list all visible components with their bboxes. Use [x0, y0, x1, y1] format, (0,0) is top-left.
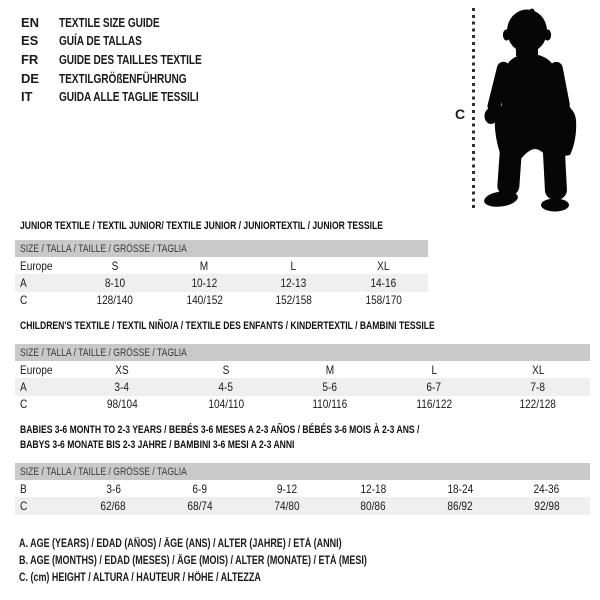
language-row: [21, 69, 242, 88]
size-cell: S: [111, 258, 119, 273]
size-cell: 122/128: [519, 397, 557, 412]
table-row: [15, 361, 590, 378]
children-section-title: CHILDREN'S TEXTILE / TEXTIL NIÑO/A / TEXTILE DES ENFANTS / KINDERTEXTIL / BAMBINI TESSILE: [20, 320, 435, 332]
row-label: B: [20, 481, 27, 496]
row-label: Europe: [20, 258, 53, 273]
language-title: GUIDA ALLE TAGLIE TESSILI: [59, 89, 199, 105]
legend: [19, 535, 465, 587]
table-row: [15, 292, 428, 309]
language-code: ES: [21, 33, 39, 49]
size-cell: XS: [115, 362, 129, 377]
size-cell: 6-7: [426, 380, 442, 395]
language-code: IT: [21, 89, 33, 105]
size-cell: 24-36: [533, 481, 560, 496]
size-cell: 110/116: [312, 397, 348, 412]
size-cell: 6-9: [192, 481, 208, 496]
row-label: C: [20, 397, 28, 412]
table-row: [15, 497, 590, 514]
language-title: GUÍA DE TALLAS: [59, 33, 142, 49]
table-row: [15, 274, 428, 291]
size-cell: 86/92: [447, 499, 473, 514]
language-code: FR: [21, 51, 39, 67]
size-cell: S: [222, 362, 230, 377]
size-cell: 14-16: [370, 276, 397, 291]
size-cell: 3-6: [106, 481, 121, 496]
baby-silhouette-icon: [479, 8, 589, 213]
size-cell: 5-6: [322, 380, 338, 395]
size-cell: 12-18: [360, 481, 387, 496]
size-cell: 98/104: [106, 397, 138, 412]
size-cell: 140/152: [186, 293, 223, 308]
babies-size-table: [15, 463, 590, 515]
legend-row-a: A. AGE (YEARS) / EDAD (AÑOS) / ÂGE (ANS) / ALTER (JAHRE) / ETÀ (ANNI): [19, 537, 342, 550]
language-row: [21, 32, 242, 51]
table-row: [15, 378, 590, 395]
size-cell: 104/110: [208, 397, 244, 412]
size-cell: XL: [531, 362, 545, 377]
table-row: [15, 396, 590, 413]
language-title: TEXTILGRÖßENFÜHRUNG: [59, 70, 187, 86]
row-label: A: [20, 380, 27, 395]
language-row: [21, 87, 242, 106]
size-cell: 152/158: [275, 293, 312, 308]
language-list: [21, 13, 242, 106]
language-title: GUIDE DES TAILLES TEXTILE: [59, 51, 202, 67]
size-cell: L: [290, 258, 297, 273]
junior-size-table: [15, 240, 428, 309]
row-label: Europe: [20, 362, 53, 377]
size-cell: 158/170: [365, 293, 402, 308]
language-row: [21, 50, 242, 69]
size-cell: 8-10: [104, 276, 125, 291]
height-measure-label: C: [454, 106, 466, 122]
size-header-bar: SIZE / TALLA / TAILLE / GRÖSSE / TAGLIA: [15, 463, 590, 480]
language-code: EN: [21, 14, 39, 30]
row-label: C: [20, 499, 28, 514]
size-cell: 62/68: [100, 499, 126, 514]
table-row: [15, 480, 590, 497]
children-size-table: [15, 344, 590, 413]
size-cell: 9-12: [276, 481, 297, 496]
size-cell: 92/98: [534, 499, 560, 514]
language-title: TEXTILE SIZE GUIDE: [59, 14, 160, 30]
language-code: DE: [21, 70, 39, 86]
babies-section-title-line1: BABIES 3-6 MONTH TO 2-3 YEARS / BEBÉS 3-6 MESES A 2-3 AÑOS / BÉBÉS 3-6 MOIS À 2-3 ANS /: [20, 424, 420, 436]
size-cell: 4-5: [218, 380, 234, 395]
size-cell: M: [325, 362, 335, 377]
height-dashed-line: [472, 8, 475, 210]
legend-row-b: B. AGE (MONTHS) / EDAD (MESES) / ÂGE (MOIS) / ALTER (MONATE) / ETÀ (MESI): [19, 554, 367, 567]
size-cell: L: [431, 362, 437, 377]
row-label: C: [20, 293, 28, 308]
size-header-bar: SIZE / TALLA / TAILLE / GRÖSSE / TAGLIA: [15, 344, 590, 361]
size-cell: XL: [377, 258, 390, 273]
junior-section-title: JUNIOR TEXTILE / TEXTIL JUNIOR/ TEXTILE JUNIOR / JUNIORTEXTIL / JUNIOR TESSILE: [20, 220, 383, 232]
size-cell: 68/74: [187, 499, 213, 514]
size-cell: 74/80: [274, 499, 300, 514]
row-label: A: [20, 276, 27, 291]
size-cell: 128/140: [96, 293, 133, 308]
size-header-bar: SIZE / TALLA / TAILLE / GRÖSSE / TAGLIA: [15, 240, 428, 257]
legend-row-c: C. (cm) HEIGHT / ALTURA / HAUTEUR / HÖHE / ALTEZZA: [19, 571, 261, 584]
language-row: [21, 13, 242, 32]
size-cell: 10-12: [191, 276, 218, 291]
size-cell: 18-24: [447, 481, 473, 496]
size-cell: 116/122: [416, 397, 452, 412]
size-cell: 7-8: [530, 380, 546, 395]
size-cell: 3-4: [114, 380, 130, 395]
size-cell: 80/86: [360, 499, 386, 514]
size-cell: 12-13: [280, 276, 307, 291]
babies-section-title-line2: BABYS 3-6 MONATE BIS 2-3 JAHRE / BAMBINI 3-6 MESI A 2-3 ANNI: [20, 439, 295, 451]
table-row: [15, 257, 428, 274]
size-cell: M: [200, 258, 209, 273]
